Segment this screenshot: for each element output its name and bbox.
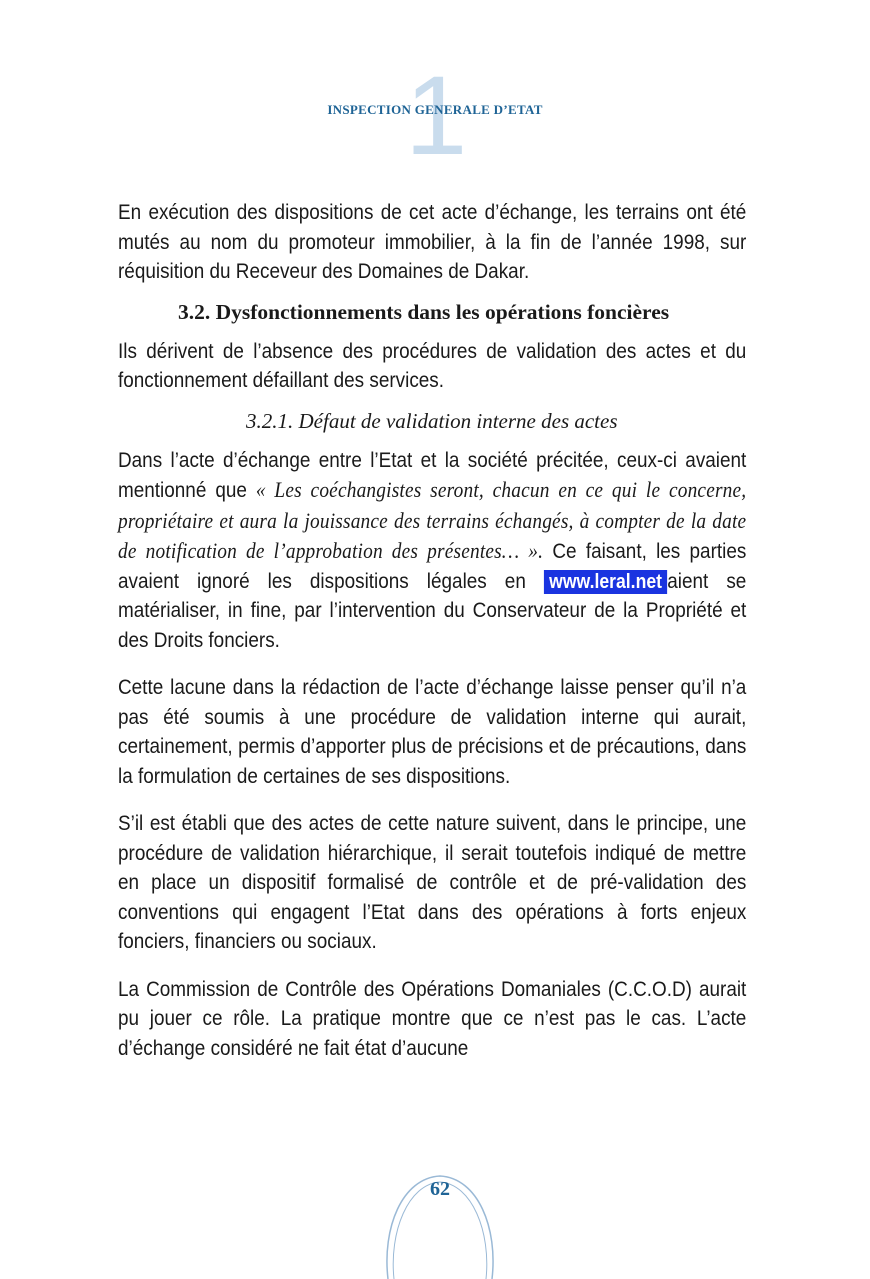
paragraph-3: [118, 446, 746, 656]
paragraph-5: S’il est établi que des actes de cette nature suivent, dans le principe, une procédure de validation hiérarchique, il serait toutefois indiqué de mettre en place un dispositif formalisé de contrôle et de pré-validation des conventions qui engagent l’Etat dans des opérations à forts enjeux fonciers, financiers ou sociaux.: [118, 811, 747, 953]
header-title: INSPECTION GENERALE D’ETAT: [327, 102, 543, 117]
chapter-number: 1: [405, 53, 468, 178]
paragraph-2: Ils dérivent de l’absence des procédures de validation des actes et du fonctionnement défaillant des services.: [118, 338, 747, 392]
section-heading: 3.2. Dysfonctionnements dans les opérations foncières: [178, 299, 670, 324]
watermark-link[interactable]: www.leral.net: [544, 570, 667, 594]
subsection-heading: 3.2.1. Défaut de validation interne des actes: [246, 408, 618, 433]
paragraph-3-start: Dans l’acte d’échange entre l’Etat et la société précitée, ceux-ci avaient mentionné que: [118, 447, 747, 502]
page-footer: [380, 1168, 500, 1279]
quoted-clause: « Les coéchangistes seront, chacun en ce qui le concerne, propriétaire et aura la jouissance des terrains échangés, à compter de la date de notification de l’approbation des présentes… ».: [118, 477, 747, 563]
page-header: [0, 53, 870, 178]
paragraph-3-mid: Ce faisant, les parties avaient ignoré les dispositions légales en: [118, 539, 747, 593]
paragraph-4: Cette lacune dans la rédaction de l’acte d’échange laisse penser qu’il n’a pas été soumis à une procédure de validation interne qui aurait, certainement, permis d’apporter plus de précisions et de précautions, dans la formulation de certaines de ses dispositions.: [118, 675, 747, 788]
paragraph-3-end: aient se matérialiser, in fine, par l’intervention du Conservateur de la Propriété et des Droits fonciers.: [118, 568, 747, 652]
paragraph-1: En exécution des dispositions de cet acte d’échange, les terrains ont été mutés au nom du promoteur immobilier, à la fin de l’année 1998, sur réquisition du Receveur des Domaines de Dakar.: [118, 200, 747, 283]
page-content: [118, 198, 746, 1063]
page-number: 62: [430, 1178, 450, 1200]
paragraph-6: La Commission de Contrôle des Opérations Domaniales (C.C.O.D) aurait pu jouer ce rôle. La pratique montre que ce n’est pas le cas. L’acte d’échange considéré ne fait état d’aucune: [118, 976, 747, 1060]
